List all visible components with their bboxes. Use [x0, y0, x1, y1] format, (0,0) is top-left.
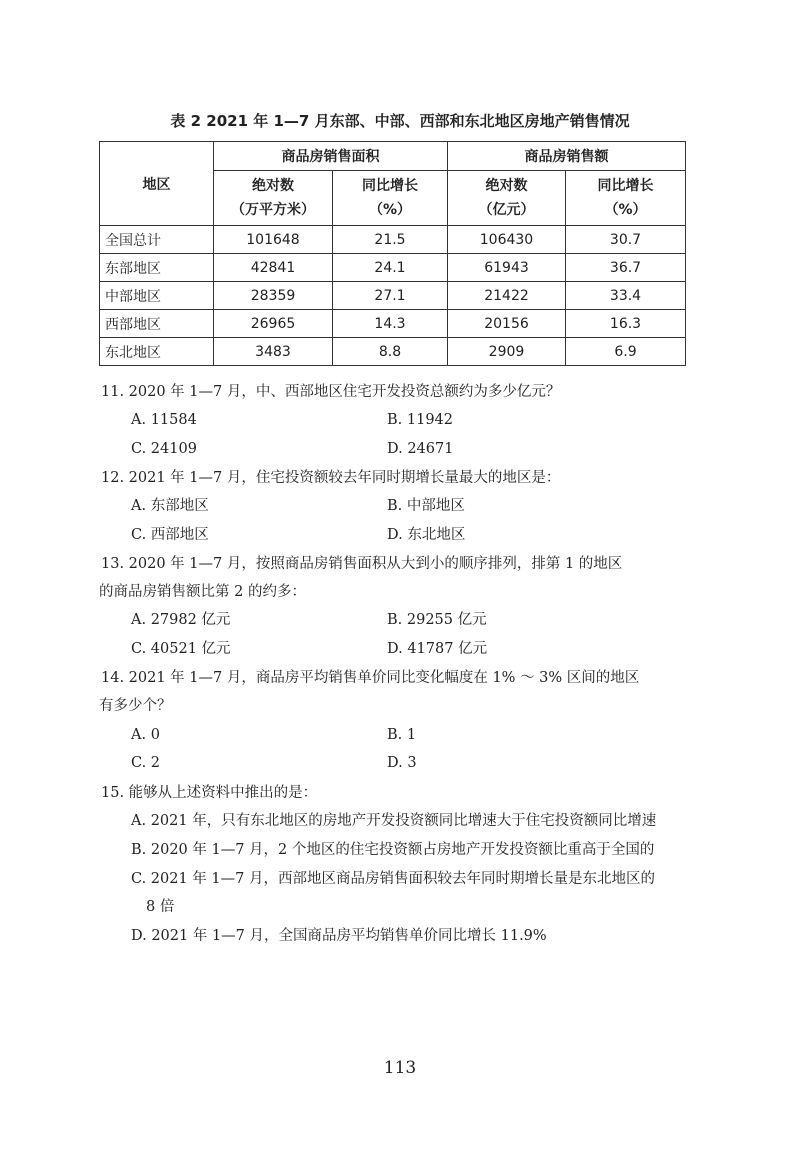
sales-cell: 106430	[448, 226, 566, 254]
question-14-stem: 14. 2021 年 1—7 月，商品房平均销售单价同比变化幅度在 1% ～ 3% 区间的地区	[101, 670, 640, 686]
region-cell: 全国总计	[100, 226, 214, 254]
sales-cell: 21422	[448, 282, 566, 310]
question-15-stem: 15. 能够从上述资料中推出的是：	[101, 785, 318, 801]
sales-table	[99, 141, 686, 366]
region-cell: 东部地区	[100, 254, 214, 282]
table-caption: 表 2 2021 年 1—7 月东部、中部、西部和东北地区房地产销售情况	[170, 112, 630, 130]
area-cell: 26965	[214, 310, 333, 338]
sales-growth-cell: 30.7	[566, 226, 686, 254]
question-13-option-a: A. 27982 亿元	[131, 612, 231, 628]
area-cell: 42841	[214, 254, 333, 282]
question-15-option-c-continued: 8 倍	[146, 899, 175, 915]
region-cell: 西部地区	[100, 310, 214, 338]
question-13-option-d: D. 41787 亿元	[387, 641, 488, 657]
question-15-option-c: C. 2021 年 1—7 月，西部地区商品房销售面积较去年同时期增长量是东北地区的	[131, 871, 655, 887]
area-absolute-header: 绝对数 （万平方米）	[214, 171, 333, 226]
sales-growth-cell: 33.4	[566, 282, 686, 310]
area-cell: 28359	[214, 282, 333, 310]
question-13-stem: 13. 2020 年 1—7 月，按照商品房销售面积从大到小的顺序排列，排第 1 的地区	[101, 556, 623, 572]
question-11-option-c: C. 24109	[131, 441, 197, 457]
question-11-option-b: B. 11942	[387, 412, 454, 428]
question-12-option-c: C. 西部地区	[131, 527, 209, 543]
sales-growth-header: 同比增长 （%）	[566, 171, 686, 226]
sales-growth-cell: 36.7	[566, 254, 686, 282]
question-13-option-c: C. 40521 亿元	[131, 641, 231, 657]
question-11-option-d: D. 24671	[387, 441, 454, 457]
question-12-option-b: B. 中部地区	[387, 498, 465, 514]
sales-group-header: 商品房销售额	[448, 142, 686, 171]
question-13-stem-continued: 的商品房销售额比第 2 的约多：	[99, 584, 306, 600]
page-number: 113	[383, 1058, 417, 1078]
question-14-option-b: B. 1	[387, 727, 417, 743]
sales-growth-cell: 6.9	[566, 338, 686, 366]
question-14-stem-continued: 有多少个？	[99, 698, 172, 714]
area-growth-cell: 24.1	[333, 254, 448, 282]
area-growth-cell: 27.1	[333, 282, 448, 310]
sales-growth-cell: 16.3	[566, 310, 686, 338]
area-growth-header: 同比增长 （%）	[333, 171, 448, 226]
question-13-option-b: B. 29255 亿元	[387, 612, 487, 628]
question-14-option-c: C. 2	[131, 755, 161, 771]
question-14-option-d: D. 3	[387, 755, 417, 771]
sales-cell: 20156	[448, 310, 566, 338]
question-11-option-a: A. 11584	[131, 412, 197, 428]
area-growth-cell: 8.8	[333, 338, 448, 366]
table-row	[100, 226, 686, 254]
sales-cell: 61943	[448, 254, 566, 282]
area-growth-cell: 21.5	[333, 226, 448, 254]
question-11-stem: 11. 2020 年 1—7 月，中、西部地区住宅开发投资总额约为多少亿元？	[101, 384, 561, 400]
area-cell: 101648	[214, 226, 333, 254]
region-header: 地区	[100, 142, 214, 226]
area-growth-cell: 14.3	[333, 310, 448, 338]
question-12-stem: 12. 2021 年 1—7 月，住宅投资额较去年同时期增长量最大的地区是：	[101, 470, 561, 486]
table-row	[100, 310, 686, 338]
question-15-option-b: B. 2020 年 1—7 月，2 个地区的住宅投资额占房地产开发投资额比重高于全国的	[131, 842, 655, 858]
area-cell: 3483	[214, 338, 333, 366]
sales-absolute-header: 绝对数 （亿元）	[448, 171, 566, 226]
question-14-option-a: A. 0	[131, 727, 160, 743]
sales-cell: 2909	[448, 338, 566, 366]
region-cell: 中部地区	[100, 282, 214, 310]
question-15-option-d: D. 2021 年 1—7 月，全国商品房平均销售单价同比增长 11.9%	[131, 928, 547, 944]
question-15-option-a: A. 2021 年，只有东北地区的房地产开发投资额同比增速大于住宅投资额同比增速	[131, 813, 657, 829]
region-cell: 东北地区	[100, 338, 214, 366]
table-row	[100, 254, 686, 282]
table-row	[100, 282, 686, 310]
area-group-header: 商品房销售面积	[214, 142, 448, 171]
question-12-option-d: D. 东北地区	[387, 527, 466, 543]
question-12-option-a: A. 东部地区	[131, 498, 209, 514]
table-row	[100, 338, 686, 366]
